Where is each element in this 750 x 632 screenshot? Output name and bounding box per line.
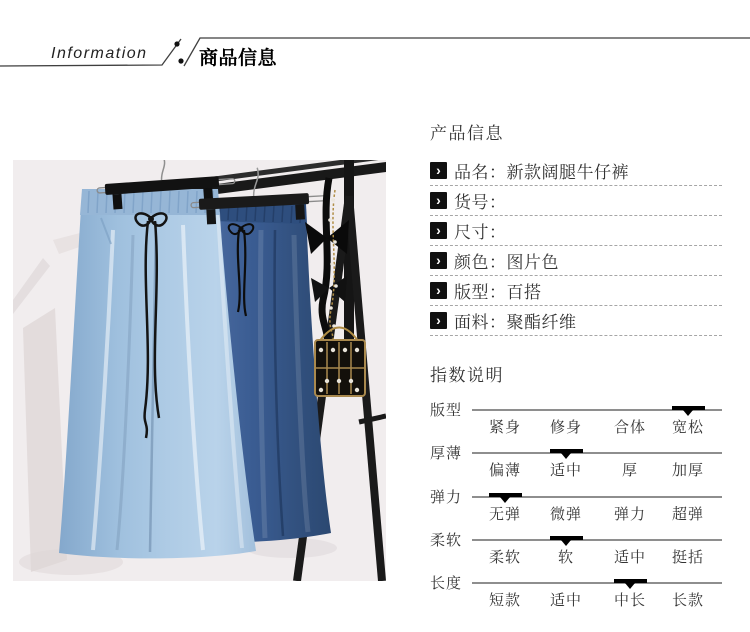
scale-marker-icon	[550, 536, 583, 540]
index-row-label: 版型	[430, 402, 463, 419]
scale-marker-icon	[614, 579, 647, 583]
info-label: 面料：	[454, 313, 507, 332]
scale-option: 弹力	[613, 505, 646, 523]
chevron-right-icon: ›	[430, 192, 447, 209]
chevron-right-icon: ›	[430, 312, 447, 329]
product-photo	[13, 160, 386, 581]
scale-option: 宽松	[671, 419, 704, 436]
scale-option: 修身	[549, 419, 582, 436]
chevron-right-icon: ›	[430, 162, 447, 179]
index-row	[430, 446, 730, 489]
info-panel	[430, 0, 730, 632]
product-info-row	[430, 186, 722, 216]
index-row-label: 柔软	[430, 531, 463, 549]
info-value: 聚酯纤维	[506, 313, 577, 332]
info-label: 版型：	[454, 283, 507, 302]
header-title-en: Information	[51, 45, 148, 62]
product-info-list	[430, 156, 722, 336]
product-info-title: 产品信息	[430, 124, 504, 143]
index-row-label: 厚薄	[430, 445, 463, 463]
chevron-right-icon: ›	[430, 222, 447, 239]
scale-marker-icon	[672, 406, 705, 410]
product-info-row	[430, 156, 722, 186]
scale-option: 厚	[621, 462, 638, 480]
product-photo-illustration	[13, 160, 386, 581]
scale-option: 适中	[613, 548, 646, 566]
info-label: 货号：	[454, 193, 507, 212]
info-label: 尺寸：	[454, 223, 507, 242]
index-row	[430, 490, 730, 533]
scale-option: 中长	[613, 592, 646, 610]
scale-option: 无弹	[488, 505, 521, 523]
product-info-row	[430, 306, 722, 336]
scale-option: 紧身	[488, 419, 521, 436]
index-row-label: 长度	[430, 575, 463, 593]
info-value: 百搭	[506, 283, 542, 302]
index-guide-title: 指数说明	[430, 366, 504, 385]
scale-option: 合体	[613, 419, 646, 436]
index-guide-list	[430, 403, 730, 619]
scale-option: 适中	[549, 592, 582, 610]
index-row	[430, 576, 730, 619]
dot-icon	[174, 41, 179, 46]
chevron-right-icon: ›	[430, 252, 447, 269]
scale-option: 短款	[488, 592, 521, 610]
scale-option: 微弹	[549, 505, 582, 523]
scale-option: 加厚	[671, 462, 704, 480]
header-title-zh: 商品信息	[199, 48, 278, 69]
scale-track	[472, 582, 722, 584]
scale-option: 软	[557, 548, 574, 566]
info-value: 新款阔腿牛仔裤	[506, 163, 629, 182]
index-row-label: 弹力	[430, 488, 463, 506]
scale-option: 挺括	[671, 548, 704, 566]
info-label: 品名：	[454, 163, 507, 182]
chevron-right-icon: ›	[430, 282, 447, 299]
scale-option: 长款	[671, 592, 704, 610]
info-value: 图片色	[506, 253, 559, 272]
scale-marker-icon	[550, 449, 583, 453]
index-row	[430, 533, 730, 576]
scale-track	[472, 539, 722, 541]
product-info-row	[430, 276, 722, 306]
scale-option: 超弹	[671, 505, 704, 523]
scale-track	[472, 452, 722, 454]
scale-option: 柔软	[488, 548, 521, 566]
info-label: 颜色：	[454, 253, 507, 272]
scale-option: 偏薄	[488, 462, 521, 480]
dot-icon	[178, 58, 183, 63]
index-row	[430, 403, 730, 446]
product-info-row	[430, 216, 722, 246]
product-info-row	[430, 246, 722, 276]
scale-option: 适中	[549, 462, 582, 480]
scale-marker-icon	[489, 493, 522, 497]
